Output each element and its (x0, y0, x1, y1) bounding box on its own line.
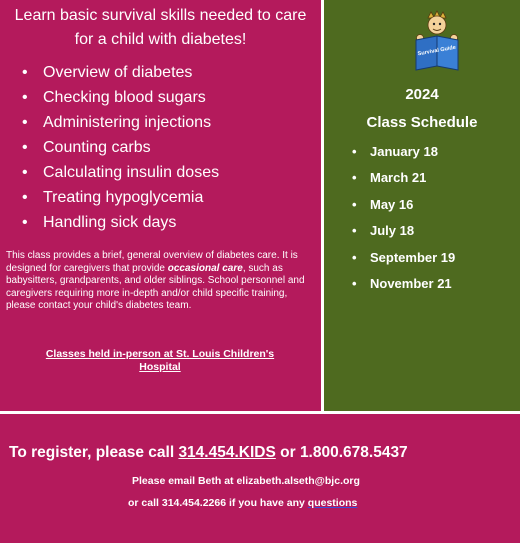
date-list (352, 142, 455, 300)
topic-item: • Handling sick days (22, 210, 219, 235)
schedule-panel (324, 0, 520, 411)
intro-line-1: Learn basic survival skills needed to care (14, 7, 307, 24)
phone-line (128, 497, 357, 509)
description-text-continued: , such as babysitters, grandparents, and older siblings. School personnel and caregivers requiring more in-depth and/or child specific training, please contact your child's diabetes team. (6, 262, 305, 312)
topic-item: • Checking blood sugars (22, 85, 219, 110)
register-middle: or (275, 444, 300, 461)
questions-link[interactable]: questions (307, 497, 358, 509)
survival-guide-icon (406, 10, 468, 72)
email-line: Please email Beth at elizabeth.alseth@bjc.org (132, 475, 360, 487)
topic-list (22, 60, 219, 235)
date-item: • November 21 (352, 274, 455, 300)
date-item: • May 16 (352, 195, 455, 221)
date-item: • March 21 (352, 168, 455, 194)
schedule-year: 2024 (405, 86, 439, 103)
date-item: • January 18 (352, 142, 455, 168)
date-item: • September 19 (352, 248, 455, 274)
phone-line-prefix: or call 314.454.2266 if you have any (128, 497, 308, 509)
phone-primary-link[interactable]: 314.454.KIDS (178, 444, 276, 461)
topic-item: • Calculating insulin doses (22, 160, 219, 185)
description-emphasis: occasional care (167, 262, 243, 274)
topic-item: • Overview of diabetes (22, 60, 219, 85)
venue-link[interactable] (20, 348, 300, 374)
phone-tollfree: 1.800.678.5437 (299, 444, 408, 461)
topic-item: • Administering injections (22, 110, 219, 135)
topic-item: • Counting carbs (22, 135, 219, 160)
register-line (9, 444, 408, 462)
info-panel (0, 0, 321, 411)
class-description (6, 250, 316, 313)
venue-line-1: Classes held in-person at St. Louis Children's (45, 348, 275, 360)
registration-footer (0, 414, 520, 543)
topic-item: • Treating hypoglycemia (22, 185, 219, 210)
schedule-title: Class Schedule (366, 114, 478, 131)
intro-heading (6, 4, 315, 52)
venue-line-2: Hospital (139, 361, 181, 373)
book-label: Survival Guide (417, 44, 457, 58)
intro-line-2: for a child with diabetes! (74, 31, 247, 48)
description-text: This class provides a brief, general overview of diabetes care. It is designed for caregivers that provide (6, 250, 298, 274)
date-item: • July 18 (352, 221, 455, 247)
register-prefix: To register, please call (9, 444, 179, 461)
